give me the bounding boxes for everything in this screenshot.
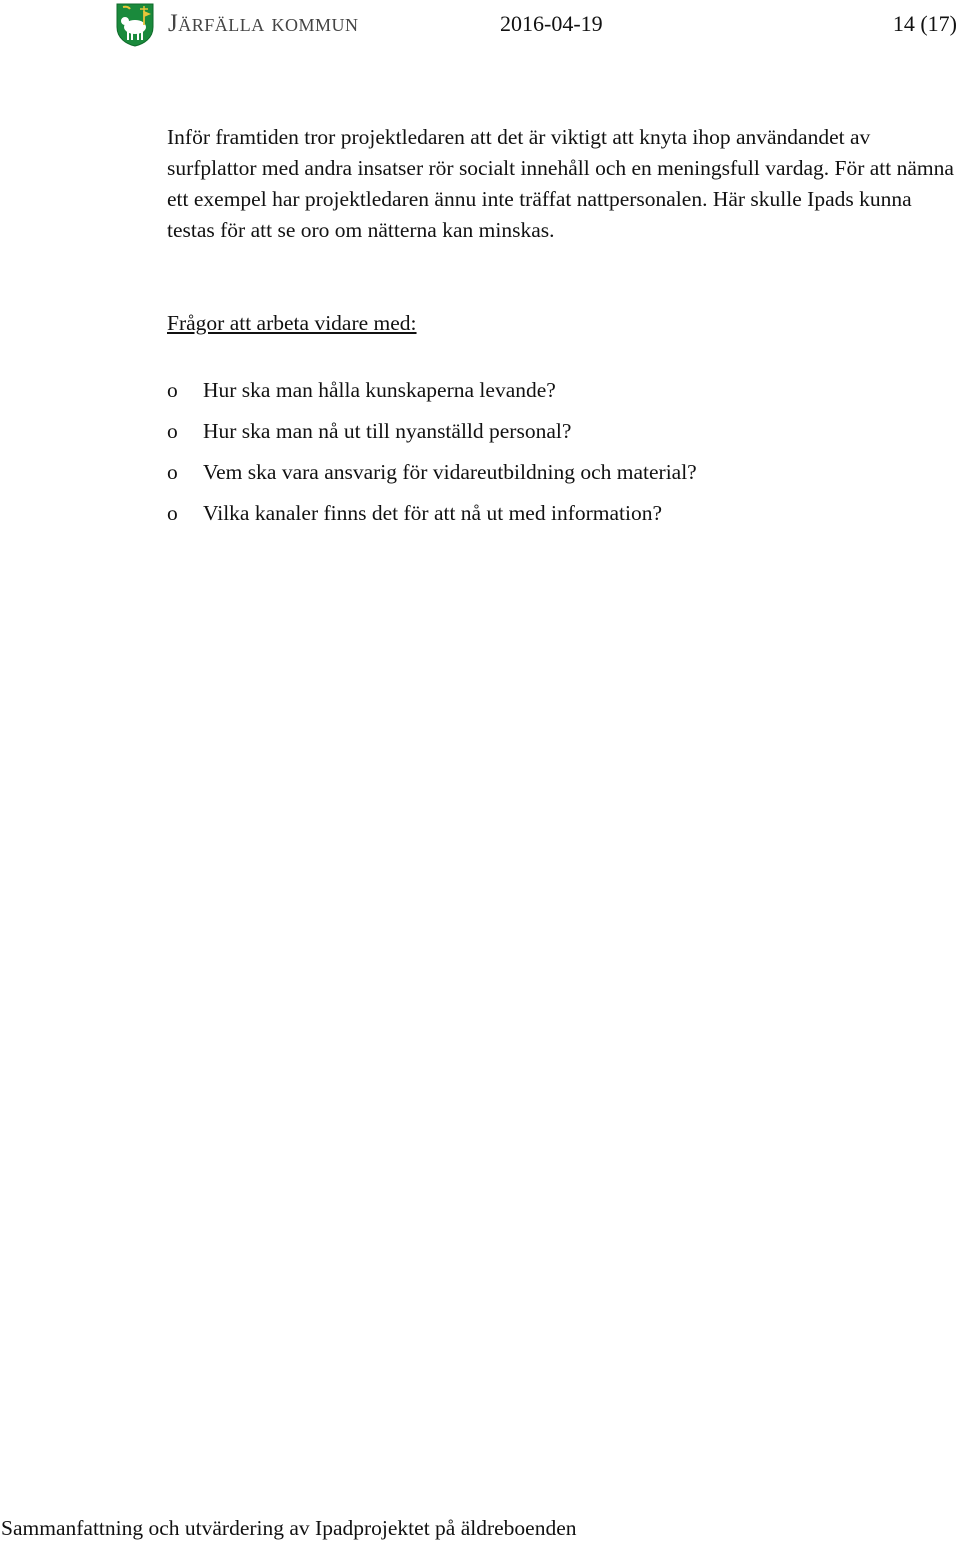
document-date: 2016-04-19 <box>500 11 603 36</box>
bullet-marker: o <box>167 378 178 402</box>
document-body <box>167 122 959 534</box>
page-number: 14 (17) <box>892 11 957 36</box>
bullet-marker: o <box>167 460 178 484</box>
page-header <box>0 0 960 50</box>
org-wordmark: Järfälla kommun <box>168 10 359 37</box>
bullet-marker: o <box>167 501 178 525</box>
body-paragraph: Inför framtiden tror projektledaren att det är viktigt att knyta ihop användandet av surfplattor med andra insatser rör socialt innehåll och en meningsfull vardag. För att nämna ett exempel har projektledaren ännu inte träffat nattpersonalen. Här skulle Ipads kunna testas för att se oro om nätterna kan minskas. <box>167 125 954 242</box>
list-item <box>167 411 959 452</box>
question-text: Hur ska man nå ut till nyanställd personal? <box>203 419 572 443</box>
question-text: Vem ska vara ansvarig för vidareutbildning och material? <box>203 460 697 484</box>
coat-of-arms-icon <box>116 3 154 47</box>
list-item <box>167 370 959 411</box>
bullet-marker: o <box>167 419 178 443</box>
question-list <box>167 370 959 534</box>
section-subheading: Frågor att arbeta vidare med: <box>167 311 417 335</box>
page-footer: Sammanfattning och utvärdering av Ipadprojektet på äldreboenden <box>1 1516 577 1540</box>
question-text: Vilka kanaler finns det för att nå ut med information? <box>203 501 663 525</box>
question-text: Hur ska man hålla kunskaperna levande? <box>203 378 556 402</box>
list-item <box>167 493 959 534</box>
list-item <box>167 452 959 493</box>
